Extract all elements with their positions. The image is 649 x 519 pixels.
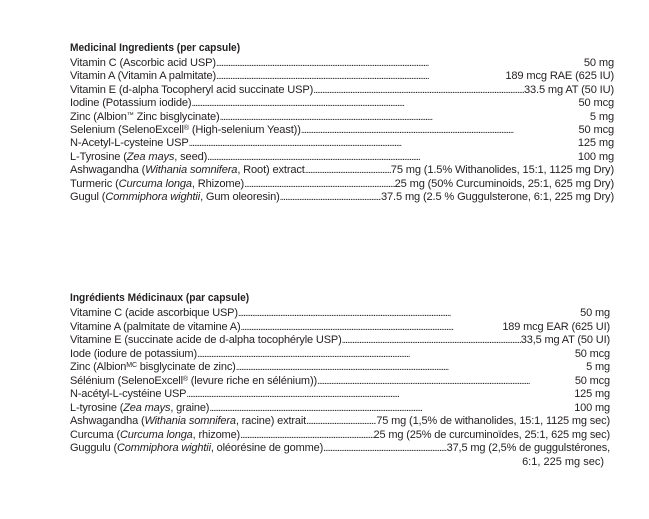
ingredient-name [70, 164, 305, 177]
dot-leader [209, 402, 574, 416]
name-text: L-Tyrosine ( [70, 150, 127, 163]
botanical-name: Withania somnifera [145, 164, 238, 177]
name-text: Curcuma ( [70, 428, 120, 441]
dot-leader [236, 361, 586, 375]
registered-mark: ® [182, 375, 188, 383]
ingredient-amount: 75 mg (1,5% de withanolides, 15:1, 1125 mg sec) [376, 415, 610, 427]
dot-leader [207, 151, 578, 164]
ingredient-row [70, 442, 610, 456]
dot-leader [240, 429, 373, 443]
ingredient-amount: 50 mg [583, 57, 614, 69]
ingredient-row [70, 321, 610, 335]
ingredient-row [70, 57, 614, 70]
ingredient-name [70, 375, 317, 389]
botanical-name: Commiphora wightii [105, 191, 201, 204]
ingredient-row [70, 70, 614, 83]
ingredient-name [70, 111, 220, 124]
name-text: Zinc bisglycinate) [133, 110, 220, 123]
ingredient-row [70, 97, 614, 110]
name-text: , Rhizome) [191, 177, 245, 190]
name-text: Turmeric ( [70, 177, 119, 190]
botanical-name: Commiphora wightii [116, 442, 211, 454]
ingredient-row [70, 137, 614, 150]
ingredient-list [70, 307, 610, 469]
dot-leader [197, 348, 575, 362]
section-heading: Medicinal Ingredients (per capsule) [70, 42, 241, 54]
ingredient-name [70, 124, 301, 137]
ingredient-row [70, 178, 614, 191]
ingredient-name [70, 361, 236, 375]
dot-leader [241, 321, 503, 335]
dot-leader [186, 388, 574, 402]
name-text: (High-selenium Yeast)) [188, 124, 301, 137]
ingredient-amount: 37.5 mg (2.5 % Guggulsterone, 6:1, 225 mg Dry) [381, 191, 614, 204]
ingredient-name [70, 191, 280, 204]
dot-leader [244, 178, 395, 191]
ingredient-name [70, 415, 306, 429]
ingredient-row [70, 307, 610, 321]
dot-leader [317, 375, 575, 389]
name-text: bisglycinate de zinc) [136, 361, 236, 373]
name-text: , Gum oleoresin) [200, 191, 280, 204]
ingredient-amount: 50 mcg [578, 97, 614, 110]
name-text: Selenium (SelenoExcell [70, 124, 184, 137]
ingredient-row [70, 124, 614, 137]
name-text: L-tyrosine ( [70, 401, 124, 414]
registered-mark: ® [183, 125, 189, 133]
dot-leader [301, 124, 579, 137]
ingredient-amount: 100 mg [574, 401, 610, 414]
ingredient-amount: 37,5 mg (2,5% de guggulstérones, [446, 442, 610, 454]
ingredient-row [70, 151, 614, 164]
name-text: , rhizome) [192, 428, 241, 441]
botanical-name: Curcuma longa [118, 177, 192, 190]
ingredient-amount: 33.5 mg AT (50 IU) [524, 83, 614, 96]
name-text: Zinc (Albion [70, 361, 127, 373]
name-text: Ashwagandha ( [70, 415, 145, 427]
ingredient-name: Vitamin E (d-alpha Tocopheryl acid succinate USP) [70, 83, 314, 96]
ingredient-name [70, 429, 240, 443]
ingredient-amount: 50 mg [580, 307, 610, 319]
ingredient-amount: 5 mg [589, 110, 614, 123]
trademark-mark: ™ [126, 111, 134, 119]
botanical-name: Zea mays [126, 150, 175, 163]
ingredient-row [70, 375, 610, 389]
botanical-name: Zea mays [123, 401, 171, 414]
name-text: Zinc (Albion [70, 110, 127, 123]
name-text: , racine) extrait [235, 415, 307, 427]
ingredient-name [70, 402, 209, 416]
ingredient-name: Vitamine E (succinate acide de d-alpha tocophéryle USP) [70, 334, 342, 346]
ingredient-amount-continuation: 6:1, 225 mg sec) [522, 455, 604, 468]
ingredient-name: Vitamine A (palmitate de vitamine A) [70, 320, 241, 333]
dot-leader [220, 111, 590, 124]
ingredient-row [70, 402, 610, 416]
ingredient-row [70, 429, 610, 443]
dot-leader [191, 97, 578, 110]
ingredient-amount: 5 mg [586, 361, 610, 373]
ingredient-amount: 50 mcg [574, 347, 610, 360]
name-text: Sélénium (SelenoExcell [70, 374, 183, 387]
ingredient-amount: 189 mcg RAE (625 IU) [505, 70, 614, 83]
section-heading: Ingrédients Médicinaux (par capsule) [70, 292, 250, 304]
ingredient-amount: 75 mg (1.5% Withanolides, 15:1, 1125 mg Dry) [390, 164, 614, 177]
ingredient-name [70, 442, 323, 456]
ingredient-amount: 125 mg [574, 388, 610, 400]
name-text: , Root) extract [237, 164, 305, 177]
dot-leader [313, 84, 524, 97]
name-text: (levure riche en sélénium)) [187, 374, 317, 387]
french-ingredients-section [70, 292, 610, 469]
ingredient-name: Iode (iodure de potassium) [70, 347, 197, 360]
ingredient-name: Vitamine C (acide ascorbique USP) [70, 307, 238, 319]
ingredient-amount: 50 mcg [574, 374, 610, 387]
ingredient-row [70, 84, 614, 97]
ingredient-name: Vitamin A (Vitamin A palmitate) [70, 70, 217, 83]
name-text: , seed) [174, 150, 208, 163]
name-text: Guggulu ( [70, 442, 117, 454]
ingredient-list [70, 57, 614, 204]
dot-leader [305, 164, 391, 177]
dot-leader [216, 70, 505, 83]
ingredient-amount: 100 mg [577, 150, 614, 163]
ingredient-amount: 189 mcg EAR (625 UI) [502, 320, 610, 333]
dot-leader [238, 307, 580, 321]
name-text: Gugul ( [70, 191, 106, 204]
ingredient-row [70, 388, 610, 402]
ingredient-amount: 125 mg [577, 137, 614, 150]
ingredient-amount: 25 mg (50% Curcuminoids, 25:1, 625 mg Dry) [394, 177, 614, 190]
ingredient-amount: 25 mg (25% de curcuminoïdes, 25:1, 625 mg sec) [373, 428, 610, 441]
ingredient-row [70, 191, 614, 204]
ingredient-row [70, 361, 610, 375]
ingredient-row [70, 415, 610, 429]
name-text: , oléorésine de gomme) [210, 442, 324, 454]
ingredient-name: Vitamin C (Ascorbic acid USP) [70, 57, 216, 69]
ingredient-amount: 33,5 mg AT (50 UI) [520, 334, 610, 346]
ingredient-name: N-acétyl-L-cystéine USP [70, 388, 187, 400]
ingredient-name [70, 178, 244, 191]
ingredient-name [70, 151, 207, 164]
ingredient-name: N-Acetyl-L-cysteine USP [70, 137, 189, 150]
dot-leader [323, 442, 447, 456]
ingredient-row [70, 334, 610, 348]
ingredient-row [70, 111, 614, 124]
dot-leader [216, 57, 584, 70]
ingredient-row [70, 164, 614, 177]
botanical-name: Withania somnifera [144, 415, 236, 427]
botanical-name: Curcuma longa [120, 428, 193, 441]
english-ingredients-section [70, 42, 614, 204]
dot-leader [280, 191, 381, 204]
dot-leader [189, 137, 578, 150]
ingredient-row [70, 348, 610, 362]
dot-leader [342, 334, 521, 348]
name-text: Ashwagandha ( [70, 164, 146, 177]
name-text: , graine) [170, 401, 210, 414]
trademark-mark: MC [126, 362, 137, 369]
ingredient-name: Iodine (Potassium iodide) [70, 97, 192, 110]
dot-leader [306, 415, 376, 429]
ingredient-amount: 50 mcg [578, 124, 614, 137]
